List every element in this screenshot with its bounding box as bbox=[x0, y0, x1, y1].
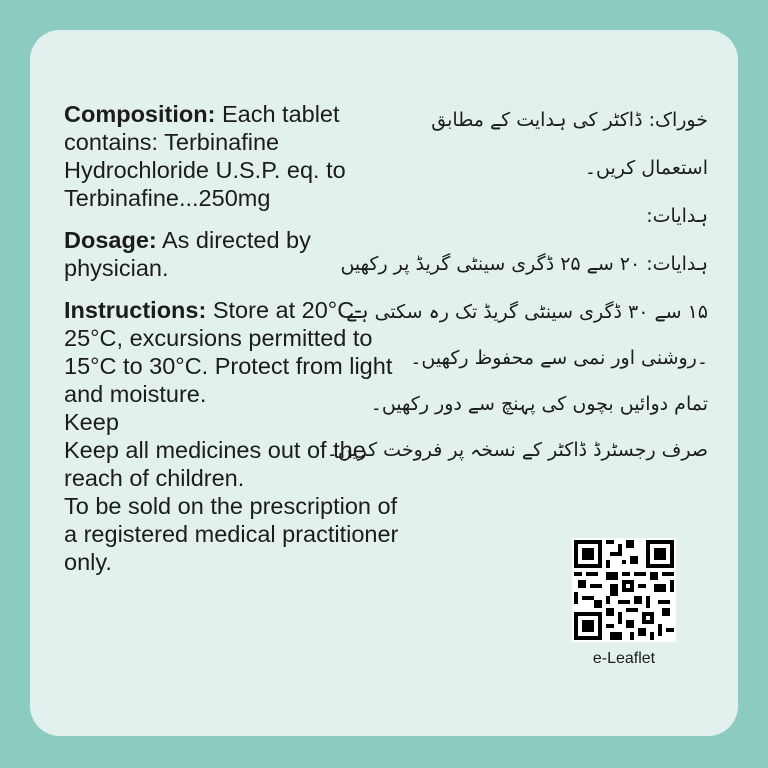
urdu-line: ہدایات: ۲۰ سے ۲۵ ڈگری سینٹی گریڈ پر رکھیں bbox=[340, 253, 708, 275]
urdu-line: صرف رجسٹرڈ ڈاکٹر کے نسخہ پر فروخت کریں۔ bbox=[326, 439, 708, 461]
urdu-line: ہدایات: bbox=[646, 205, 708, 227]
keep-text: Keep bbox=[64, 409, 119, 435]
composition-paragraph bbox=[64, 100, 399, 212]
english-section bbox=[64, 100, 399, 576]
urdu-line: تمام دوائیں بچوں کی پہنچ سے دور رکھیں۔ bbox=[370, 393, 708, 415]
qr-code-icon bbox=[574, 540, 674, 640]
e-leaflet-label: e-Leaflet bbox=[592, 650, 656, 667]
composition-text: Each tablet contains: Terbinafine Hydrochloride U.S.P. eq. to Terbinafine...250mg bbox=[64, 101, 346, 211]
instructions-text: Store at 20°C-25°C, excursions permitted to 15°C to 30°C. Protect from light and moisture. bbox=[64, 297, 393, 407]
urdu-line: استعمال کریں۔ bbox=[584, 157, 708, 179]
urdu-line: خوراک: ڈاکٹر کی ہدایت کے مطابق bbox=[431, 109, 708, 131]
dosage-label: Dosage: bbox=[64, 227, 157, 253]
qr-code[interactable] bbox=[572, 538, 676, 642]
keep-all-text: Keep all medicines out of the reach of children. bbox=[64, 437, 366, 491]
composition-label: Composition: bbox=[64, 101, 216, 127]
instructions-label: Instructions: bbox=[64, 297, 207, 323]
urdu-section bbox=[326, 108, 708, 482]
prescription-text: To be sold on the prescription of a registered medical practitioner only. bbox=[64, 493, 399, 575]
dosage-text: As directed by physician. bbox=[64, 227, 311, 281]
urdu-line: ۔روشنی اور نمی سے محفوظ رکھیں۔ bbox=[410, 347, 708, 369]
urdu-line: ۱۵ سے ۳۰ ڈگری سینٹی گریڈ تک رہ سکتی ہے bbox=[346, 301, 708, 323]
